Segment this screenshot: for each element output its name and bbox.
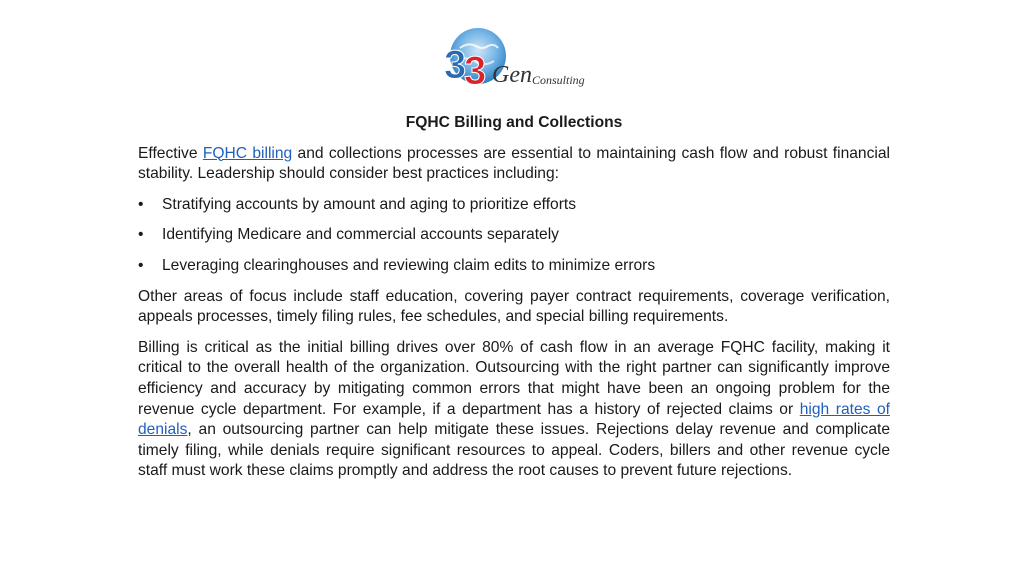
list-item [138,225,890,246]
company-logo [440,26,590,98]
intro-text-end: and collections processes are essential to maintaining cash flow and robust financial stability. Leadership should consider best practices including: [138,144,890,183]
billing-critical-paragraph [138,338,890,482]
logo-mark-blue: 3 [444,43,467,87]
logo-sub-text: Consulting [532,73,585,87]
bullet-icon: • [138,226,144,244]
fqhc-billing-link[interactable]: FQHC billing [202,144,293,162]
bullet-icon: • [138,195,144,213]
paragraph3-text-end: , an outsourcing partner can help mitigate these issues. Rejections delay revenue and complicate timely filing, while denials require significant resources to appeal. Coders, billers and other revenue cycle staff must work these claims promptly and address the root causes to prevent future rejections. [138,421,890,480]
list-item [138,256,890,277]
intro-text-start: Effective [138,144,203,162]
intro-paragraph [138,144,890,185]
focus-areas-paragraph: Other areas of focus include staff education, covering payer contract requirements, coverage verification, appeals processes, timely filing rules, fee schedules, and special billing requirements. [138,287,890,326]
high-rates-of-denials-link[interactable]: high rates of denials [138,400,891,439]
list-item-text: Stratifying accounts by amount and aging to prioritize efforts [162,195,577,213]
logo-graphic [440,26,590,98]
list-item-text: Leveraging clearinghouses and reviewing claim edits to minimize errors [162,256,656,274]
bullet-icon: • [138,256,144,274]
best-practices-list [138,195,890,277]
page-title: FQHC Billing and Collections [405,114,623,131]
document-body [138,113,890,492]
logo-brand-text: Gen [492,62,532,88]
list-item [138,195,890,216]
paragraph3-text-start: Billing is critical as the initial billing drives over 80% of cash flow in an average FQHC facility, making it critical to the overall health of the organization. Outsourcing with the right partner can significantly improve efficiency and accuracy by mitigating common errors that might have been an ongoing problem for the revenue cycle department. For example, if a department has a history of rejected claims or [138,338,890,418]
logo-mark-red: 3 [464,49,487,93]
list-item-text: Identifying Medicare and commercial accounts separately [162,226,559,244]
